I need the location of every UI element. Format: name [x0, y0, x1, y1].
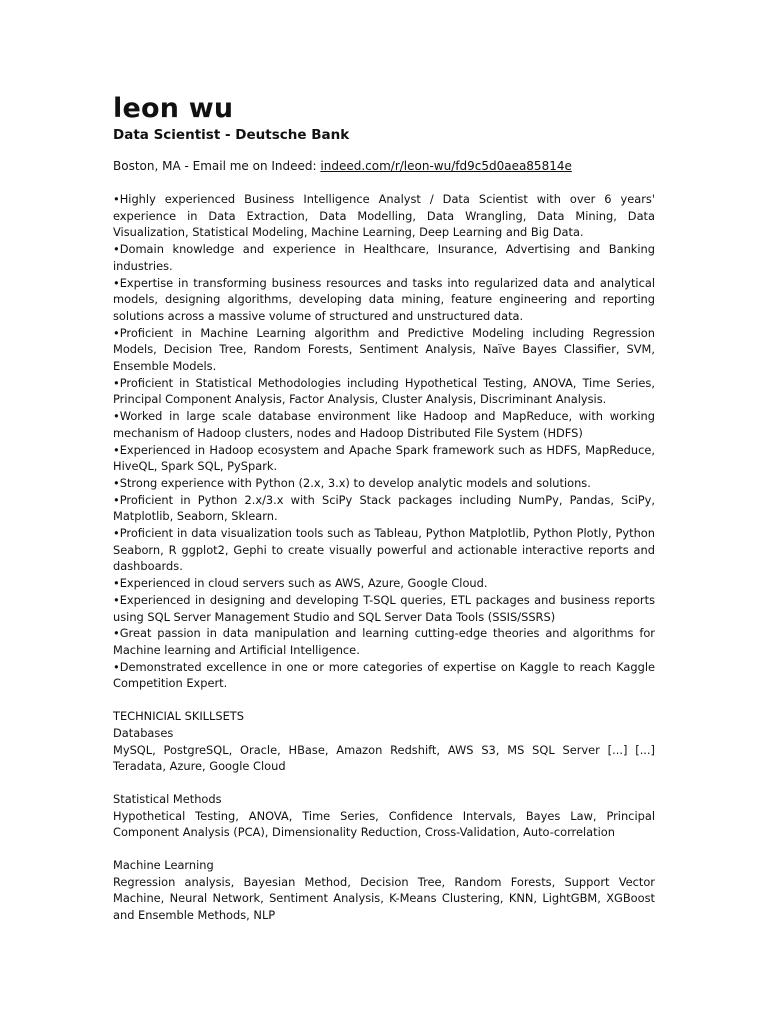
candidate-headline: Data Scientist - Deutsche Bank	[113, 127, 350, 143]
skill-block-databases	[113, 725, 655, 775]
skill-text: MySQL, PostgreSQL, Oracle, HBase, Amazon Redshift, AWS S3, MS SQL Server [...] [...] Teradata, Azure, Google Cloud	[113, 742, 655, 774]
summary-bullet: • Proficient in Statistical Methodologies including Hypothetical Testing, ANOVA, Time Series, Principal Component Analysis, Factor Analysis, Cluster Analysis, Discriminant Analysis.	[113, 375, 655, 408]
summary-bullet: • Domain knowledge and experience in Healthcare, Insurance, Advertising and Banking industries.	[113, 241, 655, 274]
summary-bullets	[113, 191, 655, 692]
skill-label: Machine Learning	[113, 858, 214, 873]
summary-bullet: • Proficient in Python 2.x/3.x with SciPy Stack packages including NumPy, Pandas, SciPy, Matplotlib, Seaborn, Sklearn.	[113, 492, 655, 525]
contact-line	[113, 158, 655, 175]
summary-bullet: • Worked in large scale database environment like Hadoop and MapReduce, with working mechanism of Hadoop clusters, nodes and Hadoop Distributed File System (HDFS)	[113, 408, 655, 441]
summary-bullet: • Highly experienced Business Intelligence Analyst / Data Scientist with over 6 years' experience in Data Extraction, Data Modelling, Data Wrangling, Data Mining, Data Visualization, Statistical Modeling, Machine Learning, Deep Learning and Big Data.	[113, 191, 655, 241]
summary-bullet: • Proficient in Machine Learning algorithm and Predictive Modeling including Regression Models, Decision Tree, Random Forests, Sentiment Analysis, Naïve Bayes Classifier, SVM, Ensemble Models.	[113, 325, 655, 375]
skill-block-machine-learning	[113, 857, 655, 924]
candidate-name: leon wu	[113, 93, 234, 124]
skill-label: Databases	[113, 725, 174, 740]
summary-bullet: • Expertise in transforming business resources and tasks into regularized data and analytical models, designing algorithms, developing data mining, feature engineering and reporting solutions across a massive volume of structured and unstructured data.	[113, 275, 655, 325]
skill-label: Statistical Methods	[113, 791, 222, 806]
resume-page	[113, 92, 655, 940]
summary-bullet: • Demonstrated excellence in one or more categories of expertise on Kaggle to reach Kaggle Competition Expert.	[113, 659, 655, 692]
summary-bullet: • Experienced in Hadoop ecosystem and Apache Spark framework such as HDFS, MapReduce, HiveQL, Spark SQL, PySpark.	[113, 442, 655, 475]
skill-text: Hypothetical Testing, ANOVA, Time Series, Confidence Intervals, Bayes Law, Principal Component Analysis (PCA), Dimensionality Reduction, Cross-Validation, Auto-correlation	[113, 808, 655, 840]
summary-bullet: • Strong experience with Python (2.x, 3.x) to develop analytic models and solutions.	[113, 475, 655, 492]
contact-location: Boston, MA - Email me on Indeed:	[113, 159, 321, 173]
skills-section-title: TECHNICIAL SKILLSETS	[113, 709, 244, 724]
summary-bullet: • Proficient in data visualization tools such as Tableau, Python Matplotlib, Python Plotly, Python Seaborn, R ggplot2, Gephi to create visually powerful and actionable interactive reports and dashboards.	[113, 525, 655, 575]
summary-bullet: • Experienced in cloud servers such as AWS, Azure, Google Cloud.	[113, 575, 655, 592]
skill-block-statistical-methods	[113, 791, 655, 841]
summary-bullet: • Experienced in designing and developing T-SQL queries, ETL packages and business reports using SQL Server Management Studio and SQL Server Data Tools (SSIS/SSRS)	[113, 592, 655, 625]
summary-bullet: • Great passion in data manipulation and learning cutting-edge theories and algorithms for Machine learning and Artificial Intelligence.	[113, 625, 655, 658]
indeed-profile-link[interactable]: indeed.com/r/leon-wu/fd9c5d0aea85814e	[320, 159, 572, 173]
skill-text: Regression analysis, Bayesian Method, Decision Tree, Random Forests, Support Vector Machine, Neural Network, Sentiment Analysis, K-Means Clustering, KNN, LightGBM, XGBoost and Ensemble Methods, NLP	[113, 874, 655, 923]
